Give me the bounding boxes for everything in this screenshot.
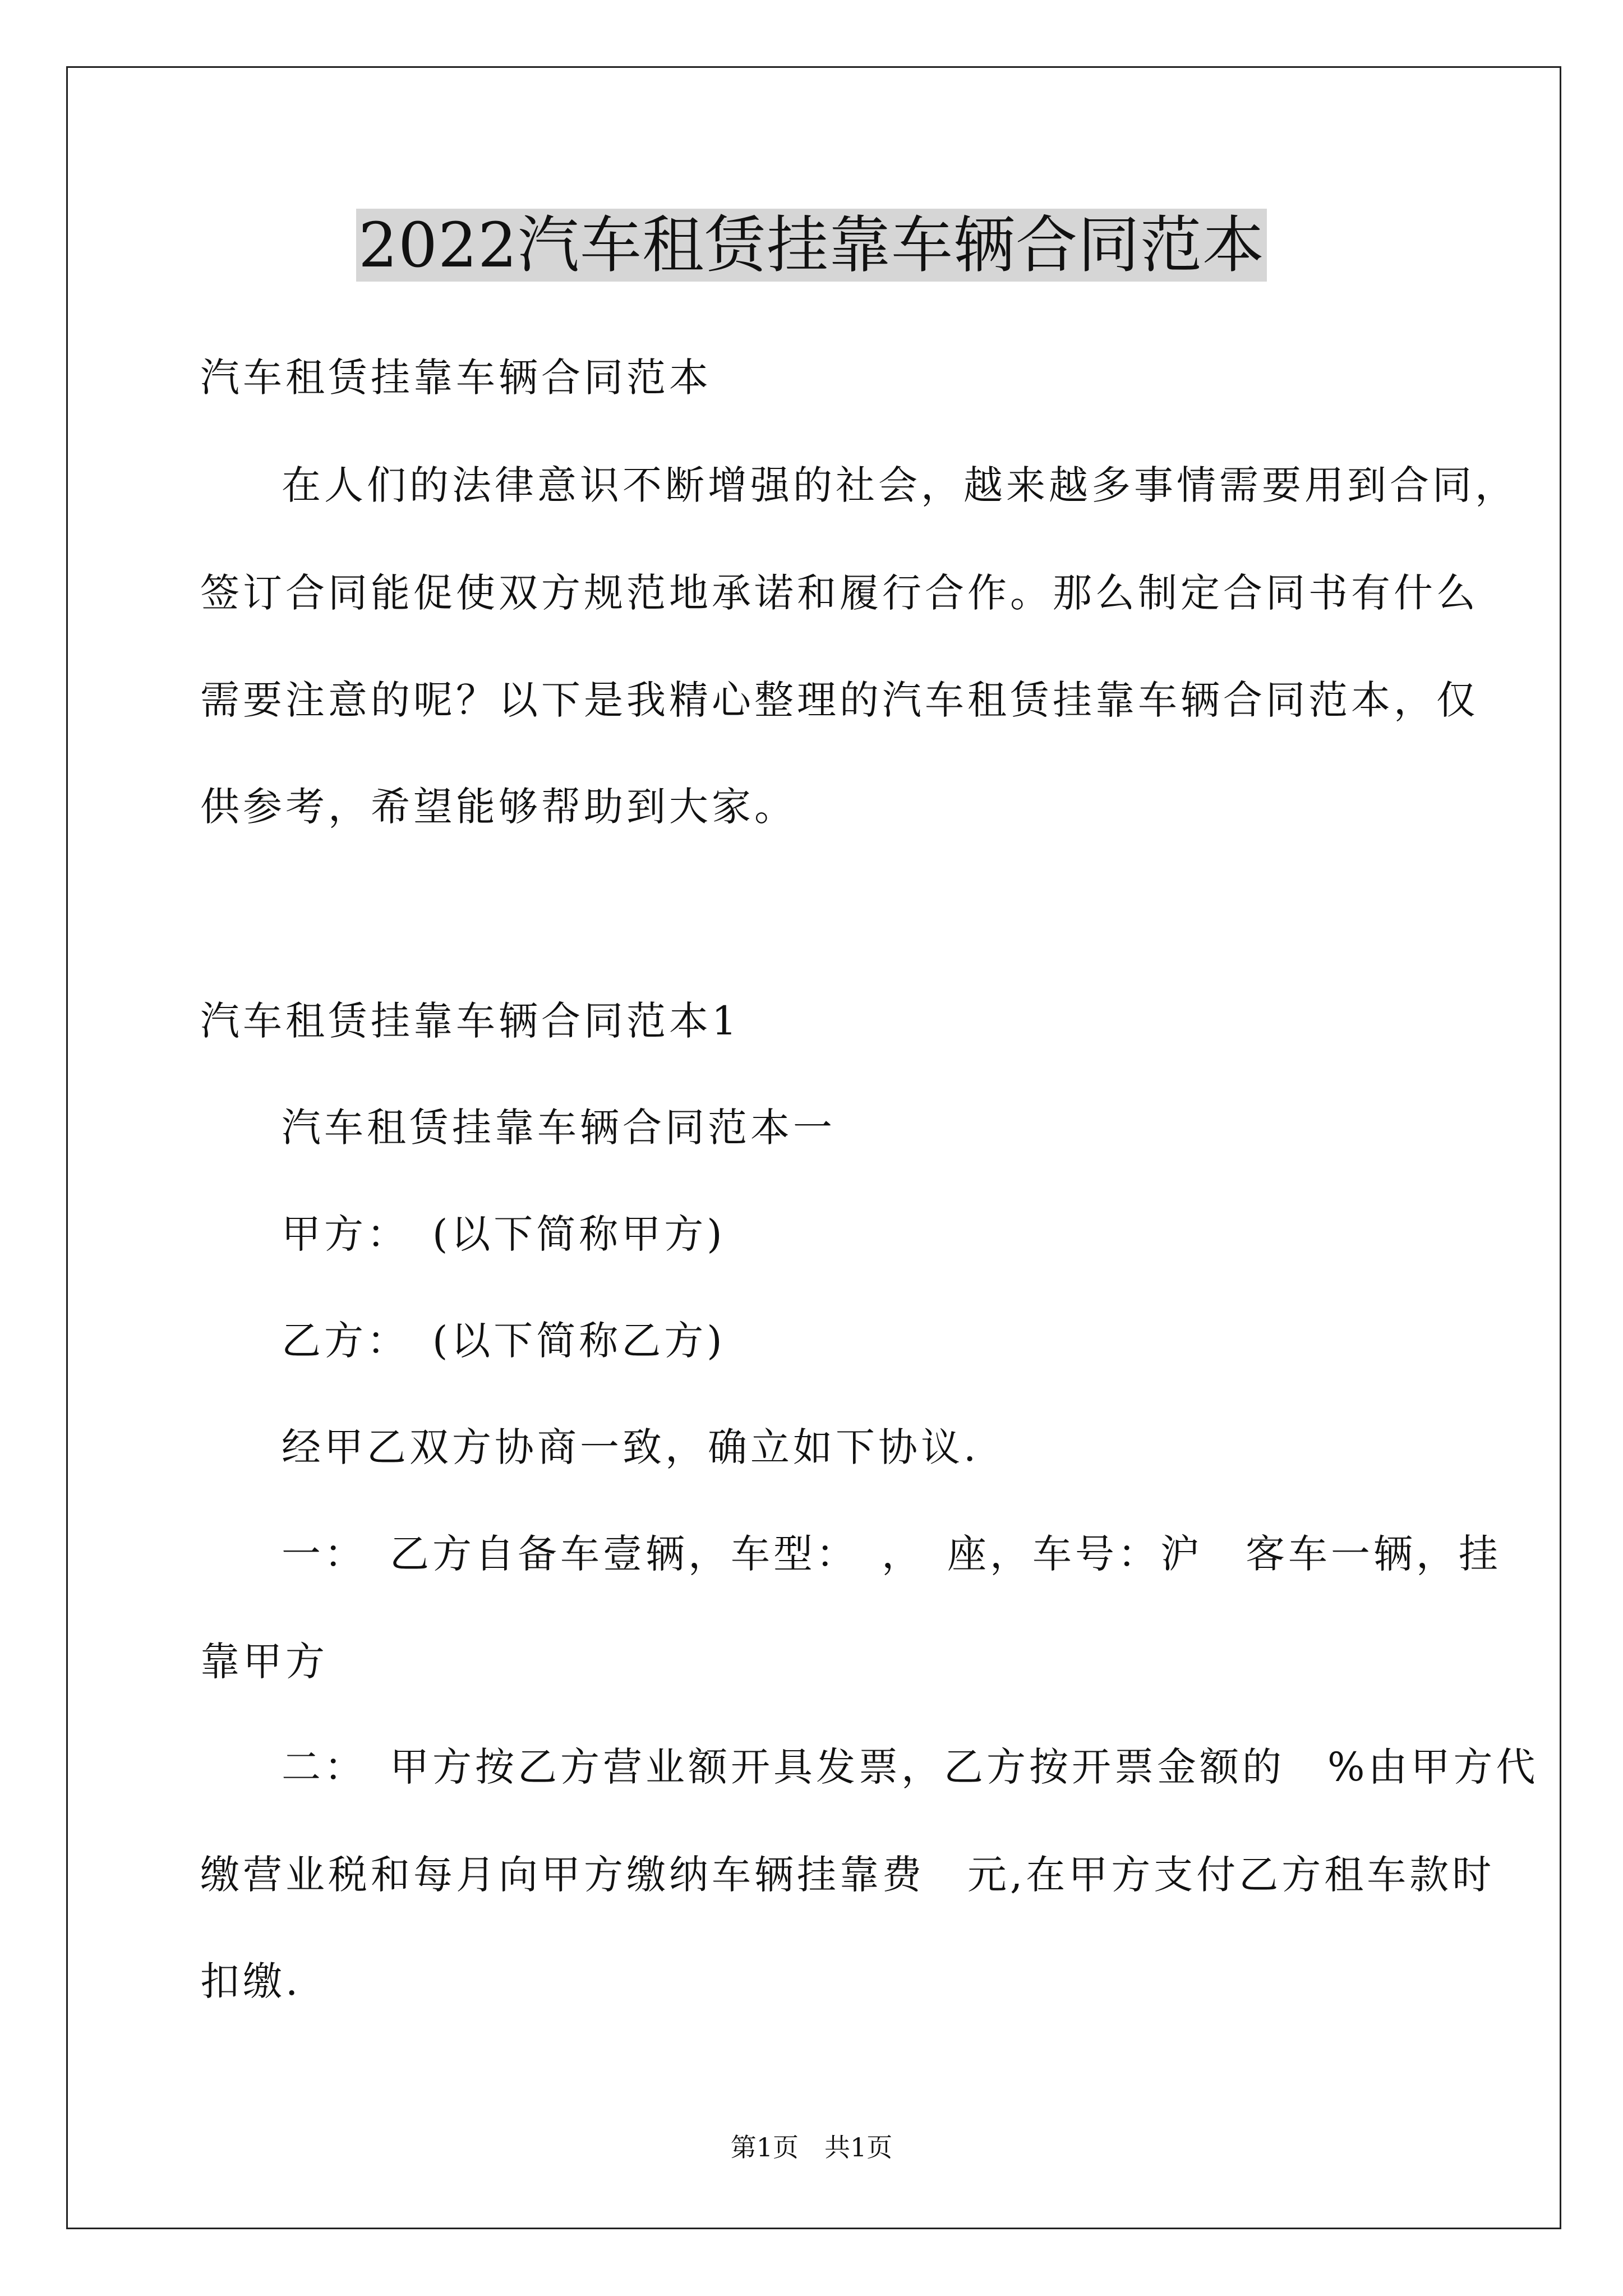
section-heading: 汽车租赁挂靠车辆合同范本1 [200,998,740,1044]
document-subtitle: 汽车租赁挂靠车辆合同范本 [200,355,712,401]
clause-2-line-1: 二： 甲方按乙方营业额开具发票，乙方按开票金额的 %由甲方代 [282,1744,1539,1790]
intro-line-3: 需要注意的呢？以下是我精心整理的汽车租赁挂靠车辆合同范本，仅 [200,677,1479,723]
page-footer: 第1页 共1页 [730,2132,893,2162]
document-title: 2022汽车租赁挂靠车辆合同范本 [356,209,1267,282]
clause-2-line-2: 缴营业税和每月向甲方缴纳车辆挂靠费 元,在甲方支付乙方租车款时 [200,1852,1495,1898]
party-b-line: 乙方： (以下简称乙方) [282,1318,726,1364]
clause-1-line-2: 靠甲方 [200,1639,328,1685]
intro-line-2: 签订合同能促使双方规范地承诺和履行合作。那么制定合同书有什么 [200,570,1479,616]
title-container [0,209,1623,282]
agreement-intro: 经甲乙双方协商一致，确立如下协议. [282,1424,980,1470]
clause-1-line-1: 一： 乙方自备车壹辆，车型： ， 座，车号：沪 客车一辆，挂 [282,1531,1501,1577]
party-a-line: 甲方： (以下简称甲方) [282,1211,726,1257]
intro-line-1: 在人们的法律意识不断增强的社会，越来越多事情需要用到合同， [282,462,1518,508]
clause-2-line-3: 扣缴. [200,1958,302,2004]
intro-line-4: 供参考，希望能够帮助到大家。 [200,784,797,830]
contract-heading: 汽车租赁挂靠车辆合同范本一 [282,1105,836,1151]
